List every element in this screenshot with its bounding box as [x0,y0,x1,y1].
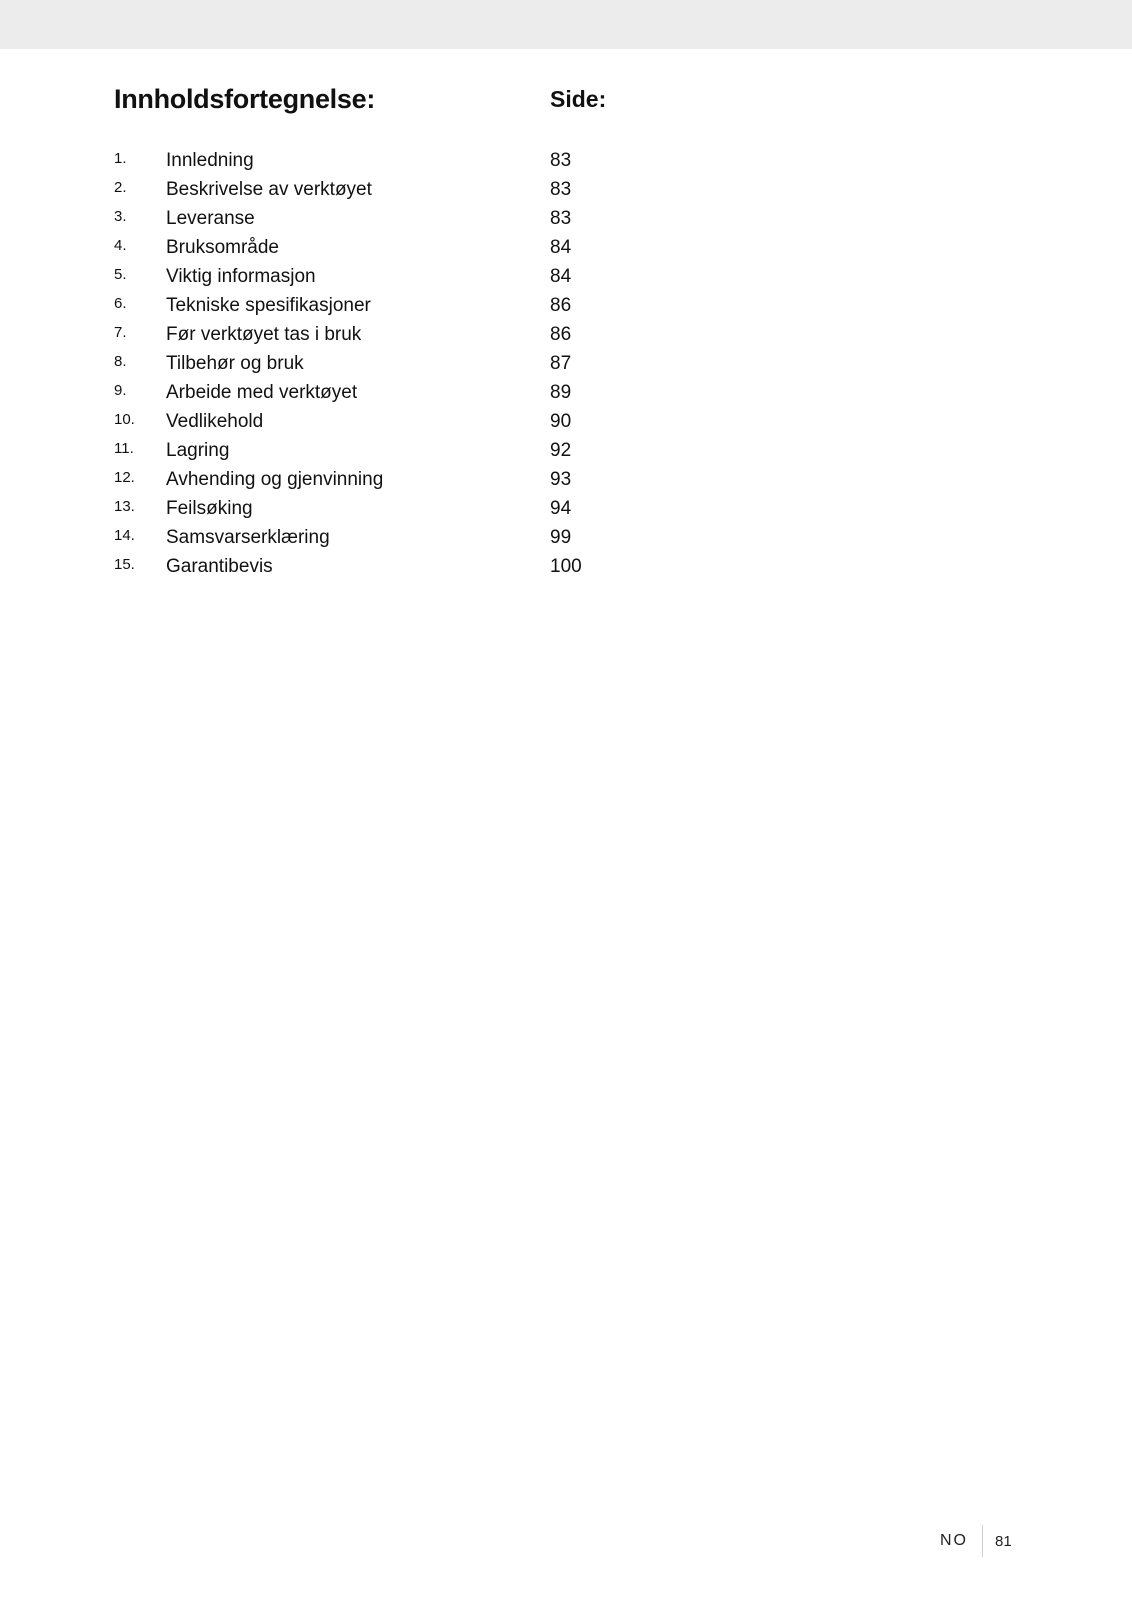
toc-entry-number: 10. [114,411,135,428]
toc-entry-label: Viktig informasjon [166,266,316,287]
toc-entry-label: Bruksområde [166,237,279,258]
toc-entry-number: 4. [114,237,127,254]
toc-entry-label: Avhending og gjenvinning [166,469,384,490]
toc-entry-number: 1. [114,150,127,167]
toc-entry[interactable] [114,552,674,581]
toc-entry-label: Leveranse [166,208,255,229]
toc-entry[interactable] [114,233,674,262]
toc-entry[interactable] [114,523,674,552]
toc-entry-page: 100 [550,556,582,577]
toc-entry-number: 5. [114,266,127,283]
toc-entry-number: 15. [114,556,135,573]
page-column-title: Side: [550,86,607,112]
toc-entry[interactable] [114,407,674,436]
toc-entry-number: 3. [114,208,127,225]
toc-entry-label: Arbeide med verktøyet [166,382,358,403]
toc-entry-page: 86 [550,324,572,345]
toc-entry-number: 6. [114,295,127,312]
toc-entry-page: 83 [550,179,572,200]
page-footer [940,1525,1012,1557]
toc-entry-page: 94 [550,498,572,519]
toc-entry-label: Før verktøyet tas i bruk [166,324,362,345]
toc-list [114,146,674,581]
toc-entry-number: 11. [114,440,134,457]
toc-entry[interactable] [114,494,674,523]
toc-entry-label: Samsvarserklæring [166,527,330,548]
toc-entry[interactable] [114,465,674,494]
toc-entry[interactable] [114,291,674,320]
toc-entry-page: 83 [550,208,572,229]
toc-entry-label: Innledning [166,150,254,171]
toc-entry-page: 83 [550,150,572,171]
toc-entry-page: 84 [550,266,572,287]
page-number: 81 [995,1532,1012,1550]
language-code: NO [940,1532,968,1549]
toc-entry-number: 14. [114,527,135,544]
toc-entry[interactable] [114,204,674,233]
toc-entry-number: 12. [114,469,135,486]
toc-entry[interactable] [114,146,674,175]
toc-entry[interactable] [114,378,674,407]
toc-entry-number: 7. [114,324,127,341]
toc-entry-label: Garantibevis [166,556,273,577]
toc-entry[interactable] [114,175,674,204]
toc-title: Innholdsfortegnelse: [114,84,376,114]
toc-entry-number: 8. [114,353,127,370]
toc-entry-label: Lagring [166,440,230,461]
toc-entry-page: 90 [550,411,572,432]
toc-entry-page: 99 [550,527,572,548]
toc-entry[interactable] [114,436,674,465]
toc-entry-page: 84 [550,237,572,258]
toc-entry-page: 92 [550,440,572,461]
toc-entry-number: 9. [114,382,127,399]
toc-entry-label: Feilsøking [166,498,253,519]
toc-entry-label: Tekniske spesifikasjoner [166,295,371,316]
toc-entry-number: 13. [114,498,135,515]
toc-entry-page: 89 [550,382,572,403]
toc-entry-label: Tilbehør og bruk [166,353,304,374]
toc-entry-label: Vedlikehold [166,411,264,432]
toc-entry[interactable] [114,320,674,349]
top-band [0,0,1132,49]
toc-entry-label: Beskrivelse av verktøyet [166,179,372,200]
toc-entry[interactable] [114,349,674,378]
toc-entry-page: 86 [550,295,572,316]
toc-entry[interactable] [114,262,674,291]
toc-entry-page: 93 [550,469,572,490]
toc-entry-number: 2. [114,179,127,196]
toc-entry-page: 87 [550,353,572,374]
